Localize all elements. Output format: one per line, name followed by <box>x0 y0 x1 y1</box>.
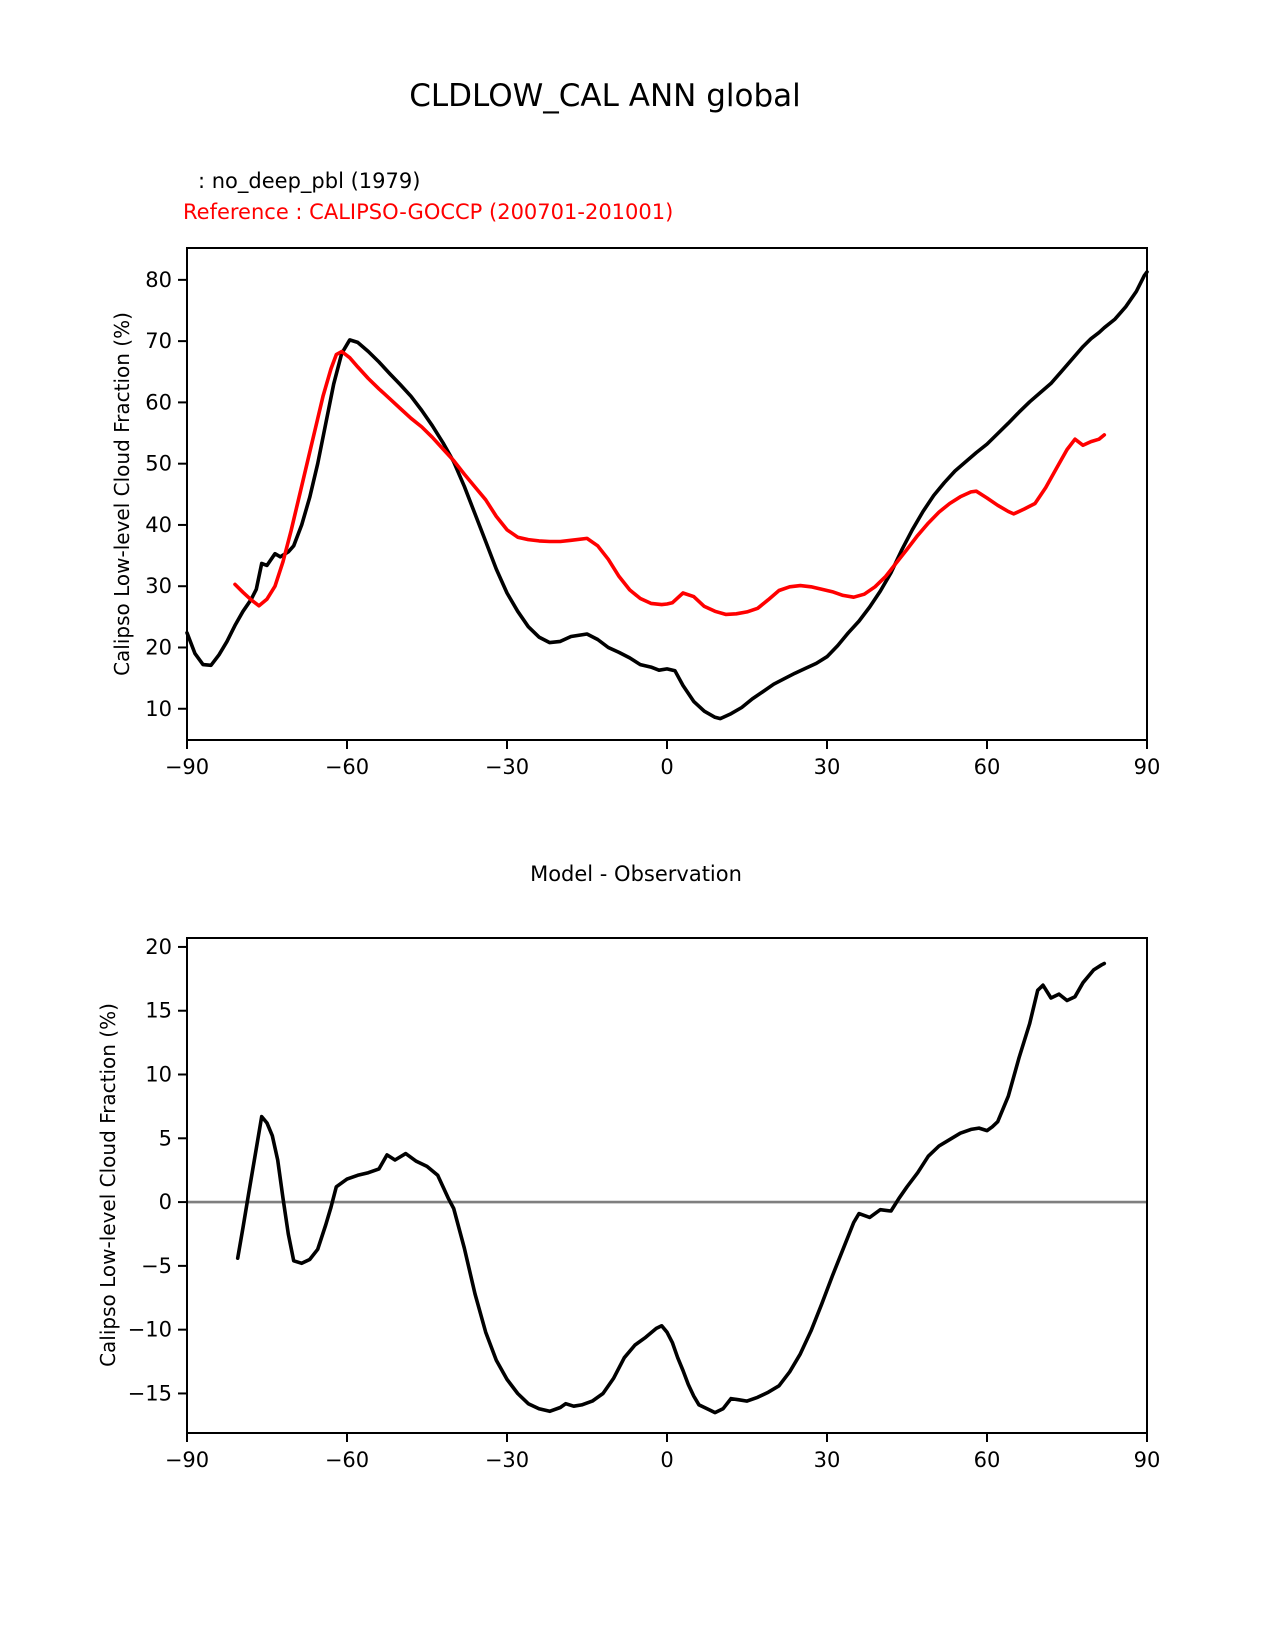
bottom-chart-x-tick-label: −30 <box>484 1448 530 1472</box>
bottom-chart-y-tick-label: 15 <box>145 998 172 1023</box>
top-chart-y-tick-label: 50 <box>145 451 172 476</box>
bottom-chart-x-tick-label: 30 <box>813 1448 841 1472</box>
bottom-chart-y-tick-label: 0 <box>158 1190 172 1215</box>
bottom-chart-y-tick-label: 10 <box>145 1062 172 1087</box>
top-chart-y-tick-label: 20 <box>145 635 172 660</box>
top-chart-y-tick-label: 30 <box>145 574 172 599</box>
top-chart-frame <box>187 248 1147 740</box>
top-chart-x-tick-label: 0 <box>660 755 674 779</box>
top-chart-x-tick-label: 90 <box>1133 755 1161 779</box>
top-chart-y-tick-label: 10 <box>145 696 172 721</box>
bottom-chart-x-tick-label: 90 <box>1133 1448 1161 1472</box>
top-chart-series-0 <box>187 272 1147 719</box>
bottom-chart-x-tick-label: −90 <box>164 1448 210 1472</box>
bottom-chart-series-0 <box>238 964 1105 1413</box>
top-chart-y-tick-label: 80 <box>145 267 172 292</box>
bottom-chart-y-tick-label: 5 <box>158 1126 172 1151</box>
legend-model-label: : no_deep_pbl (1979) <box>198 169 421 193</box>
bottom-chart-y-tick-label: 20 <box>145 934 172 959</box>
bottom-chart-x-tick-label: 0 <box>660 1448 674 1472</box>
top-chart-y-tick-label: 70 <box>145 329 172 354</box>
bottom-chart-y-tick-label: −15 <box>127 1381 172 1406</box>
bottom-chart-y-tick-label: −5 <box>141 1253 172 1278</box>
top-chart-series-1 <box>235 352 1104 615</box>
bottom-chart-ylabel: Calipso Low-level Cloud Fraction (%) <box>96 1003 120 1367</box>
bottom-chart-x-tick-label: 60 <box>973 1448 1001 1472</box>
top-chart-x-tick-label: 30 <box>813 755 841 779</box>
bottom-chart-title: Model - Observation <box>530 862 742 886</box>
bottom-chart-x-tick-label: −60 <box>324 1448 370 1472</box>
top-chart-y-tick-label: 40 <box>145 512 172 537</box>
top-chart-x-tick-label: −30 <box>484 755 530 779</box>
top-chart-x-tick-label: −90 <box>164 755 210 779</box>
top-chart-x-tick-label: −60 <box>324 755 370 779</box>
figure-title: CLDLOW_CAL ANN global <box>409 78 801 114</box>
top-chart-ylabel: Calipso Low-level Cloud Fraction (%) <box>110 312 134 676</box>
top-chart-x-tick-label: 60 <box>973 755 1001 779</box>
bottom-chart-frame <box>187 938 1147 1433</box>
legend-reference-label: Reference : CALIPSO-GOCCP (200701-201001) <box>183 200 674 224</box>
top-chart-y-tick-label: 60 <box>145 390 172 415</box>
bottom-chart-y-tick-label: −10 <box>127 1317 172 1342</box>
